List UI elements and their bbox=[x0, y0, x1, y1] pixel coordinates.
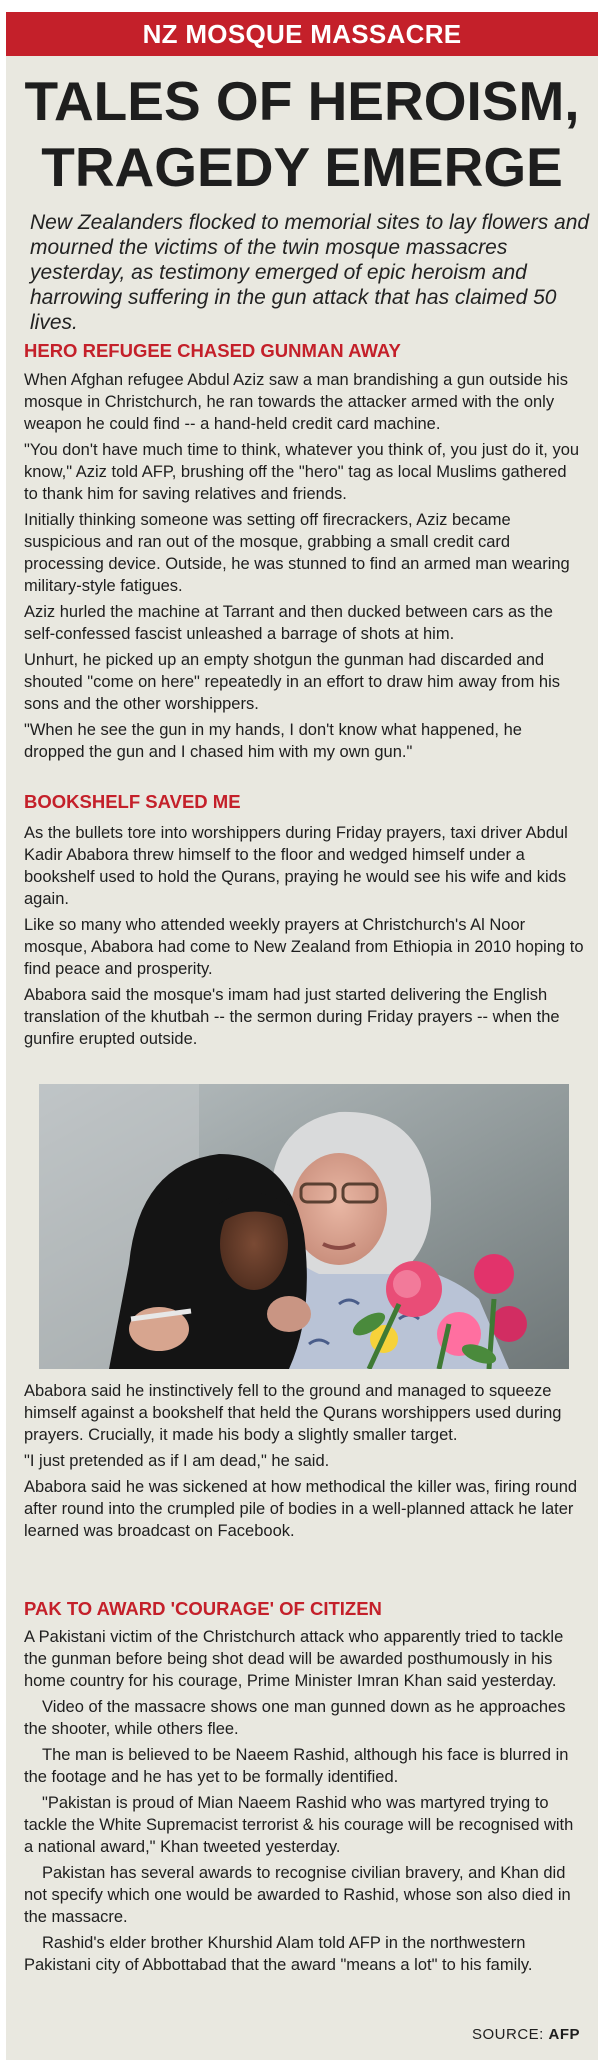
paragraph: Ababora said he was sickened at how methodical the killer was, firing round after round into the crumpled pile of bodies in a well-planned attack he later learned was broadcast on Facebook. bbox=[24, 1478, 578, 1540]
mourners-photo-illustration bbox=[39, 1084, 569, 1369]
paragraph: "When he see the gun in my hands, I don't know what happened, he dropped the gun and I chased him with my own gun." bbox=[24, 721, 522, 761]
section-hero-refugee-body bbox=[24, 369, 584, 767]
source-agency: AFP bbox=[548, 2026, 580, 2043]
paragraph: The man is believed to be Naeem Rashid, although his face is blurred in the footage and he has yet to be formally identified. bbox=[24, 1746, 569, 1786]
paragraph: "I just pretended as if I am dead," he said. bbox=[24, 1452, 330, 1470]
paragraph: As the bullets tore into worshippers during Friday prayers, taxi driver Abdul Kadir Ababora threw himself to the floor and wedged himself under a bookshelf used to hold the Qurans, praying he would see his wife and kids again. bbox=[24, 824, 568, 908]
paragraph: A Pakistani victim of the Christchurch attack who apparently tried to tackle the gunman before being shot dead will be awarded posthumously in his home country for his courage, Prime Minister Imran Khan said yesterday. bbox=[24, 1628, 564, 1690]
subhead-bookshelf: BOOKSHELF SAVED ME bbox=[24, 791, 241, 812]
paragraph: Rashid's elder brother Khurshid Alam told AFP in the northwestern Pakistani city of Abbottabad that the award "means a lot" to his family. bbox=[24, 1934, 533, 1974]
section-pakistan-award-body bbox=[24, 1626, 584, 1980]
paragraph: Pakistan has several awards to recognise civilian bravery, and Khan did not specify which one would be awarded to Rashid, whose son also died in the massacre. bbox=[24, 1864, 571, 1926]
paragraph: Initially thinking someone was setting off firecrackers, Aziz became suspicious and ran out of the mosque, grabbing a small credit card processing device. Outside, he was stunned to find an armed man wearing military-style fatigues. bbox=[24, 511, 570, 595]
headline-line-2: TRAGEDY EMERGE bbox=[41, 136, 563, 198]
article-panel bbox=[6, 12, 598, 2060]
paragraph: Ababora said the mosque's imam had just started delivering the English translation of the khutbah -- the sermon during Friday prayers -- when the gunfire erupted outside. bbox=[24, 986, 560, 1048]
headline-line-1: TALES OF HEROISM, bbox=[24, 70, 580, 132]
section-bookshelf-continued bbox=[24, 1380, 584, 1546]
section-kicker: NZ MOSQUE MASSACRE bbox=[6, 12, 598, 56]
paragraph: When Afghan refugee Abdul Aziz saw a man brandishing a gun outside his mosque in Christchurch, he ran towards the attacker armed with the only weapon he could find -- a hand-held credit card machine. bbox=[24, 371, 568, 433]
paragraph: Aziz hurled the machine at Tarrant and then ducked between cars as the self-confessed fascist unleashed a barrage of shots at him. bbox=[24, 603, 553, 643]
paragraph: Ababora said he instinctively fell to the ground and managed to squeeze himself against a bookshelf that held the Qurans worshippers used during prayers. Crucially, it made his body a slightly smaller target. bbox=[24, 1382, 562, 1444]
paragraph: Like so many who attended weekly prayers at Christchurch's Al Noor mosque, Ababora had come to New Zealand from Ethiopia in 2010 hoping to find peace and prosperity. bbox=[24, 916, 584, 978]
source-credit bbox=[472, 2026, 580, 2043]
paragraph: Unhurt, he picked up an empty shotgun the gunman had discarded and shouted "come on here" repeatedly in an effort to draw him away from his sons and the other worshippers. bbox=[24, 651, 561, 713]
paragraph: "Pakistan is proud of Mian Naeem Rashid who was martyred trying to tackle the White Supremacist terrorist & his courage will be recognised with a national award," Khan tweeted yesterday. bbox=[24, 1794, 574, 1856]
mourners-photo bbox=[39, 1084, 569, 1369]
paragraph: "You don't have much time to think, whatever you think of, you just do it, you know," Aziz told AFP, brushing off the "hero" tag as local Muslims gathered to thank him for saving relatives and friends. bbox=[24, 441, 580, 503]
standfirst: New Zealanders flocked to memorial sites to lay flowers and mourned the victims of the twin mosque massacres yesterday, as testimony emerged of epic heroism and harrowing suffering in the gun attack that has claimed 50 lives. bbox=[30, 211, 590, 334]
source-label: SOURCE: bbox=[471, 2026, 544, 2043]
headline bbox=[6, 68, 598, 200]
subhead-hero-refugee: HERO REFUGEE CHASED GUNMAN AWAY bbox=[24, 340, 401, 361]
paragraph: Video of the massacre shows one man gunned down as he approaches the shooter, while others flee. bbox=[24, 1698, 566, 1738]
subhead-pakistan-award: PAK TO AWARD 'COURAGE' OF CITIZEN bbox=[24, 1598, 382, 1619]
section-bookshelf-body bbox=[24, 822, 584, 1054]
